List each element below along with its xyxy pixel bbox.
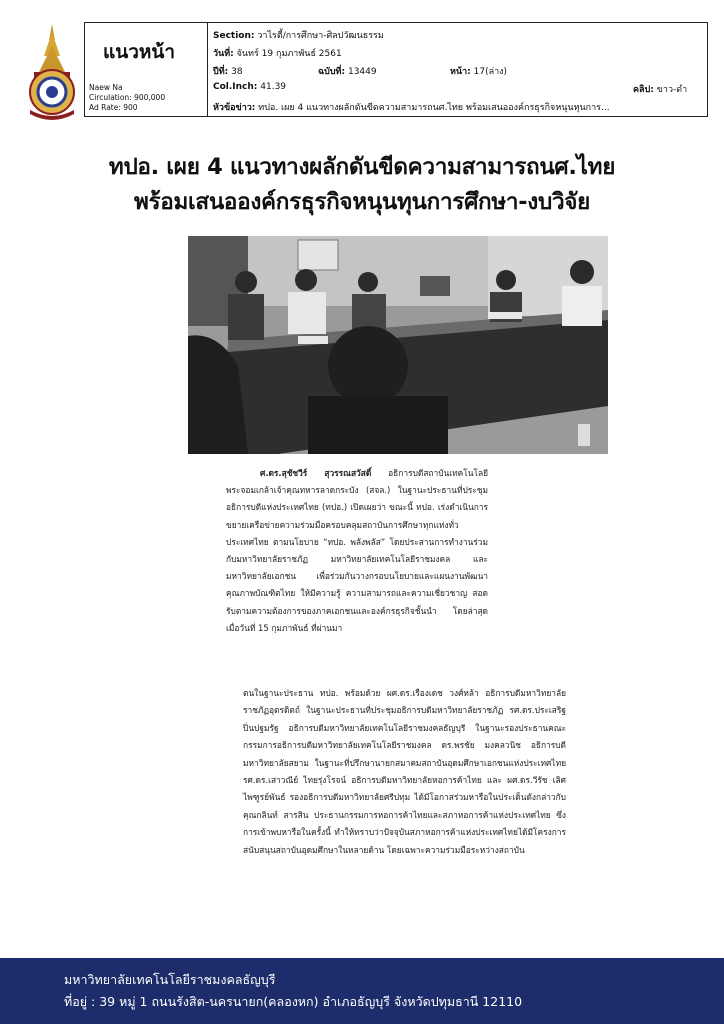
newspaper-english-name: Naew Na [89,83,123,92]
headline-line-2: พร้อมเสนอองค์กรธุรกิจหนุนทุนการศึกษา-งบวิจัย [133,189,591,215]
section-row: Section: วาไรตี้/การศึกษา-ศิลปวัฒนธรรม [213,31,384,41]
section-value: วาไรตี้/การศึกษา-ศิลปวัฒนธรรม [257,31,384,41]
paragraph-1-text: อธิการบดีสถาบันเทคโนโลยีพระจอมเกล้าเจ้าคุณทหารลาดกระบัง (สจล.) ในฐานะประธานที่ประชุมอธิการบดีแห่งประเทศไทย (ทปอ.) เปิดเผยว่า ขณะนี้ ทปอ. เร่งดำเนินการขยายเครือข่ายความร่วมมือครอบคลุมสถาบันการศึกษาทุกแห่งทั่วประเทศไทย ตามนโยบาย “ทปอ. พลังพลัส” โดยประสานการทำงานร่วมกับมหาวิทยาลัยราชภัฏ มหาวิทยาลัยเทคโนโลยีราชมงคล และมหาวิทยาลัยเอกชน เพื่อร่วมกันวางกรอบนโยบายและแผนงานพัฒนาคุณภาพบัณฑิตไทย ให้มีความรู้ ความสามารถและความเชี่ยวชาญ สอดรับตามความต้องการของภาคเอกชนและองค์กรธุรกิจชั้นนำ โดยล่าสุด เมื่อวันที่ 15 กุมภาพันธ์ ที่ผ่านมา [226,468,488,633]
year-value: 38 [231,67,243,77]
ad-rate: Ad Rate: 900 [89,103,138,112]
clipping-details: Section: วาไรตี้/การศึกษา-ศิลปวัฒนธรรม วันที่: จันทร์ 19 กุมภาพันธ์ 2561 ปีที่: 38 ฉบับที่: 13449 หน้า: 17(ล่าง) Col.Inch: 41.39 คลิป: ขาว-ดำ หัวข้อข่าว: ทปอ. เผย 4 แนวทางผลักดันขีดความสามารถนศ.ไทย พร้อมเสนอองค์กรธุรกิจหนุนทุนการ... [213,26,703,116]
clipping-header [84,22,708,117]
article-body-column-1 [226,465,488,637]
article-paragraph-2: ตนในฐานะประธาน ทปอ. พร้อมด้วย ผศ.ดร.เรืองเดช วงศ์หล้า อธิการบดีมหาวิทยาลัยราชภัฏอุตรดิตถ์ ในฐานะประธานที่ประชุมอธิการบดีมหาวิทยาลัยราชภัฏ รศ.ดร.ประเสริฐ ปิ่นปฐมรัฐ อธิการบดีมหาวิทยาลัยเทคโนโลยีราชมงคลธัญบุรี ในฐานะรองประธานคณะกรรมการอธิการบดีมหาวิทยาลัยเทคโนโลยีราชมงคล ดร.พรชัย มงคลวนิช อธิการบดีมหาวิทยาลัยสยาม ในฐานะที่ปรึกษานายกสมาคมสถาบันอุดมศึกษาเอกชนแห่งประเทศไทย รศ.ดร.เสาวณีย์ ไทยรุ่งโรจน์ อธิการบดีมหาวิทยาลัยหอการค้าไทย และ ผศ.ดร.วีรัช เลิศไพฑูรย์พันธ์ รองอธิการบดีมหาวิทยาลัยศรีปทุม ได้มีโอกาสร่วมหารือในประเด็นดังกล่าวกับ คุณกลินท์ สารสิน ประธานกรรมการหอการค้าไทยและสภาหอการค้าแห่งประเทศไทย ซึ่งการเข้าพบหารือในครั้งนี้ ทำให้ทราบว่าปัจจุบันสภาหอการค้าแห่งประเทศไทยได้มีโครงการสนับสนุนสถาบันอุดมศึกษาในหลายด้าน โดยเฉพาะความร่วมมือระหว่างสถาบัน [243,688,566,855]
colinch-value: 41.39 [260,82,287,92]
university-crest-icon [22,22,82,122]
newspaper-name: แนวหน้า [103,41,176,63]
issue-value: 13449 [347,67,377,77]
newspaper-info [85,23,208,116]
headline-line-1: ทปอ. เผย 4 แนวทางผลักดันขีดความสามารถนศ.ไทย [108,154,616,180]
article-paragraph-1 [226,465,488,637]
newspaper-meta [89,83,165,113]
lead-person: ศ.ดร.สุชัชวีร์ สุวรรณสวัสดิ์ [260,468,372,478]
date-value: จันทร์ 19 กุมภาพันธ์ 2561 [236,49,342,59]
meeting-photo [188,236,608,454]
topic-row: หัวข้อข่าว: ทปอ. เผย 4 แนวทางผลักดันขีดความสามารถนศ.ไทย พร้อมเสนอองค์กรธุรกิจหนุนทุนการ... [213,103,610,113]
footer-address: ที่อยู่ : 39 หมู่ 1 ถนนรังสิต-นครนายก(คลองหก) อำเภอธัญบุรี จังหวัดปทุมธานี 12110 [64,994,523,1009]
article-headline [0,150,724,220]
topic-value: ทปอ. เผย 4 แนวทางผลักดันขีดความสามารถนศ.ไทย พร้อมเสนอองค์กรธุรกิจหนุนทุนการ... [258,103,610,113]
page-value: 17(ล่าง) [473,67,508,77]
footer-bar [0,958,724,1024]
footer-org-name: มหาวิทยาลัยเทคโนโลยีราชมงคลธัญบุรี [64,972,276,987]
circulation: Circulation: 900,000 [89,93,166,102]
clip-value: ขาว-ดำ [656,85,688,95]
article-body-column-2 [243,685,566,859]
date-row: วันที่: จันทร์ 19 กุมภาพันธ์ 2561 [213,49,342,59]
